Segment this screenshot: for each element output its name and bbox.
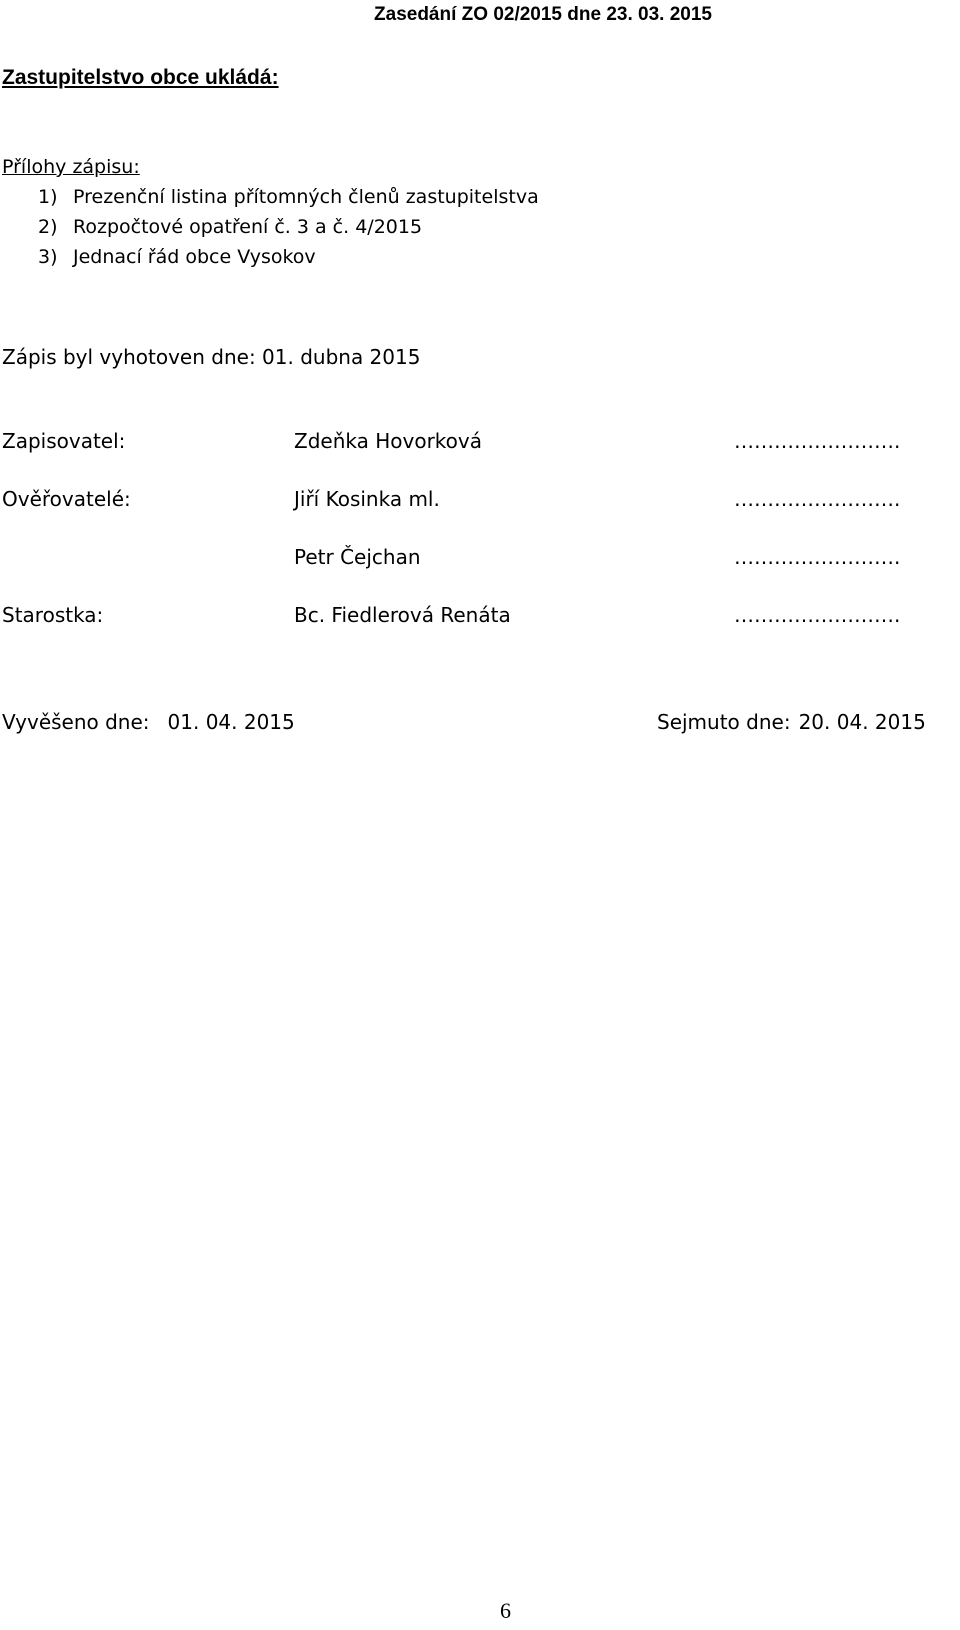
attachments-title: Přílohy zápisu: xyxy=(2,156,140,178)
attachment-text: Prezenční listina přítomných členů zastupitelstva xyxy=(73,186,539,208)
signature-line: ……………………. xyxy=(734,603,901,627)
signature-row-mayor xyxy=(2,603,958,633)
posted-value: 01. 04. 2015 xyxy=(167,710,295,734)
signature-row-recorder xyxy=(2,429,958,459)
removed-date xyxy=(657,710,926,734)
attachment-text: Rozpočtové opatření č. 3 a č. 4/2015 xyxy=(73,216,423,238)
removed-value: 20. 04. 2015 xyxy=(798,710,926,734)
page-number: 6 xyxy=(500,1598,511,1623)
signature-role: Ověřovatelé: xyxy=(2,487,131,511)
drafted-date: Zápis byl vyhotoven dne: 01. dubna 2015 xyxy=(2,345,421,369)
attachment-item xyxy=(38,212,539,242)
signature-name: Jiří Kosinka ml. xyxy=(294,487,440,511)
signature-row-verifier-1 xyxy=(2,487,958,517)
posted-label: Vyvěšeno dne: xyxy=(2,710,150,734)
attachment-number: 2) xyxy=(38,216,58,238)
signature-role: Starostka: xyxy=(2,603,104,627)
signature-name: Zdeňka Hovorková xyxy=(294,429,482,453)
signature-line: ……………………. xyxy=(734,429,901,453)
resolves-title: Zastupitelstvo obce ukládá: xyxy=(2,66,279,89)
attachment-number: 1) xyxy=(38,186,58,208)
signature-row-verifier-2 xyxy=(2,545,958,575)
meeting-header: Zasedání ZO 02/2015 dne 23. 03. 2015 xyxy=(374,4,712,25)
attachment-item xyxy=(38,182,539,212)
attachments-section xyxy=(2,152,539,272)
signature-name: Petr Čejchan xyxy=(294,545,421,569)
removed-label: Sejmuto dne: xyxy=(657,710,791,734)
attachment-number: 3) xyxy=(38,246,58,268)
attachments-list xyxy=(2,182,539,272)
signature-line: ……………………. xyxy=(734,487,901,511)
signature-name: Bc. Fiedlerová Renáta xyxy=(294,603,511,627)
posted-date xyxy=(2,710,295,734)
attachment-text: Jednací řád obce Vysokov xyxy=(73,246,316,268)
signature-line: ……………………. xyxy=(734,545,901,569)
signature-role: Zapisovatel: xyxy=(2,429,126,453)
attachment-item xyxy=(38,242,539,272)
